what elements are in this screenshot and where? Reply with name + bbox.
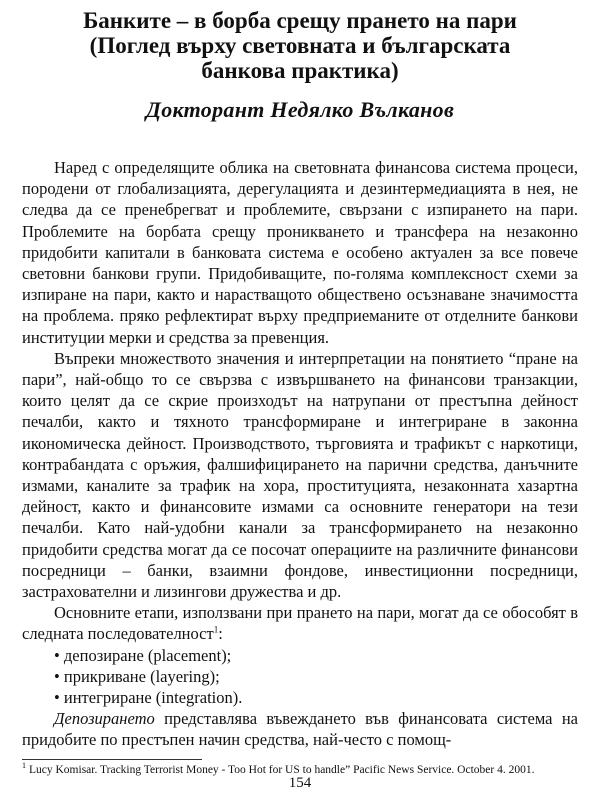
footnote-reference: 1 — [213, 624, 219, 635]
paragraph-3 — [22, 602, 578, 644]
bullet-placement: • депозиране (placement); — [54, 645, 232, 665]
bullet-integration: • интегриране (integration). — [54, 688, 243, 708]
paragraph-4-text: представлява въвеждането във финансовата система на придобите по престъпен начин средства, най-често с помощ- — [22, 709, 578, 750]
paragraph-2: Въпреки множеството значения и интерпретации на понятието “пране на пари”, най-общо то се свързва с извършването на финансови транзакции, които целят да се скрие произходът на натрупани от престъпна дейност печалби, както и тяхното трансформиране и интегриране в законна икономическа дейност. Производството, търговията и трафикът с наркотици, контрабандата с оръжия, фалшифицирането на парични средства, данъчните измами, каналите за трафик на хора, проституцията, незаконната хазартна дейност, както и финансовите измами са основните генератори на тези печалби. Като най-удобни канали за трансформирането на незаконно придобити средства могат да се посочат операциите на различните финансови посредници – банки, взаимни фондове, инвестиционни посредници, застрахователни и лизингови дружества и др. — [22, 348, 578, 602]
paragraph-4-lead: Депозирането — [54, 709, 155, 729]
page-number: 154 — [288, 775, 312, 791]
bullet-layering: • прикриване (layering); — [54, 666, 220, 686]
title-line-2: (Поглед върху световната и българската — [89, 33, 511, 58]
paragraph-4 — [22, 708, 578, 750]
title-line-1: Банките – в борба срещу прането на пари — [83, 8, 517, 33]
paragraph-1: Наред с определящите облика на световната финансова система процеси, породени от глобализацията, дерегулацията и дезинтермедиацията в нея, не следва да се пренебрегват и проблемите, свързани с изпирането на пари. Проблемите на борбата срещу проникването и трансфера на незаконно придобити капитали в банковата система е особено актуален за все повече световни банкови групи. Придобиващите, по-голяма комплексност схеми за изпиране на пари, както и нарастващото обществено осъзнаване значимостта на проблема. пряко рефлектират върху предприеманите от отделните банкови институции мерки и средства за превенция. — [22, 158, 578, 347]
paragraph-3-suffix: : — [218, 624, 223, 644]
title-line-3: банкова практика) — [201, 58, 399, 83]
paragraph-3-text: Основните етапи, използвани при прането на пари, могат да се обособят в следната последователност — [22, 603, 578, 644]
footnote-divider — [22, 759, 202, 760]
footnote-marker: 1 — [22, 760, 26, 770]
article-body — [22, 157, 578, 751]
article-title — [22, 8, 578, 83]
author-name: Докторант Недялко Вълканов — [145, 97, 455, 122]
footnote-text: Lucy Komisar. Tracking Terrorist Money - Too Hot for US to handle” Pacific News Service. October 4. 2001. — [29, 763, 535, 776]
